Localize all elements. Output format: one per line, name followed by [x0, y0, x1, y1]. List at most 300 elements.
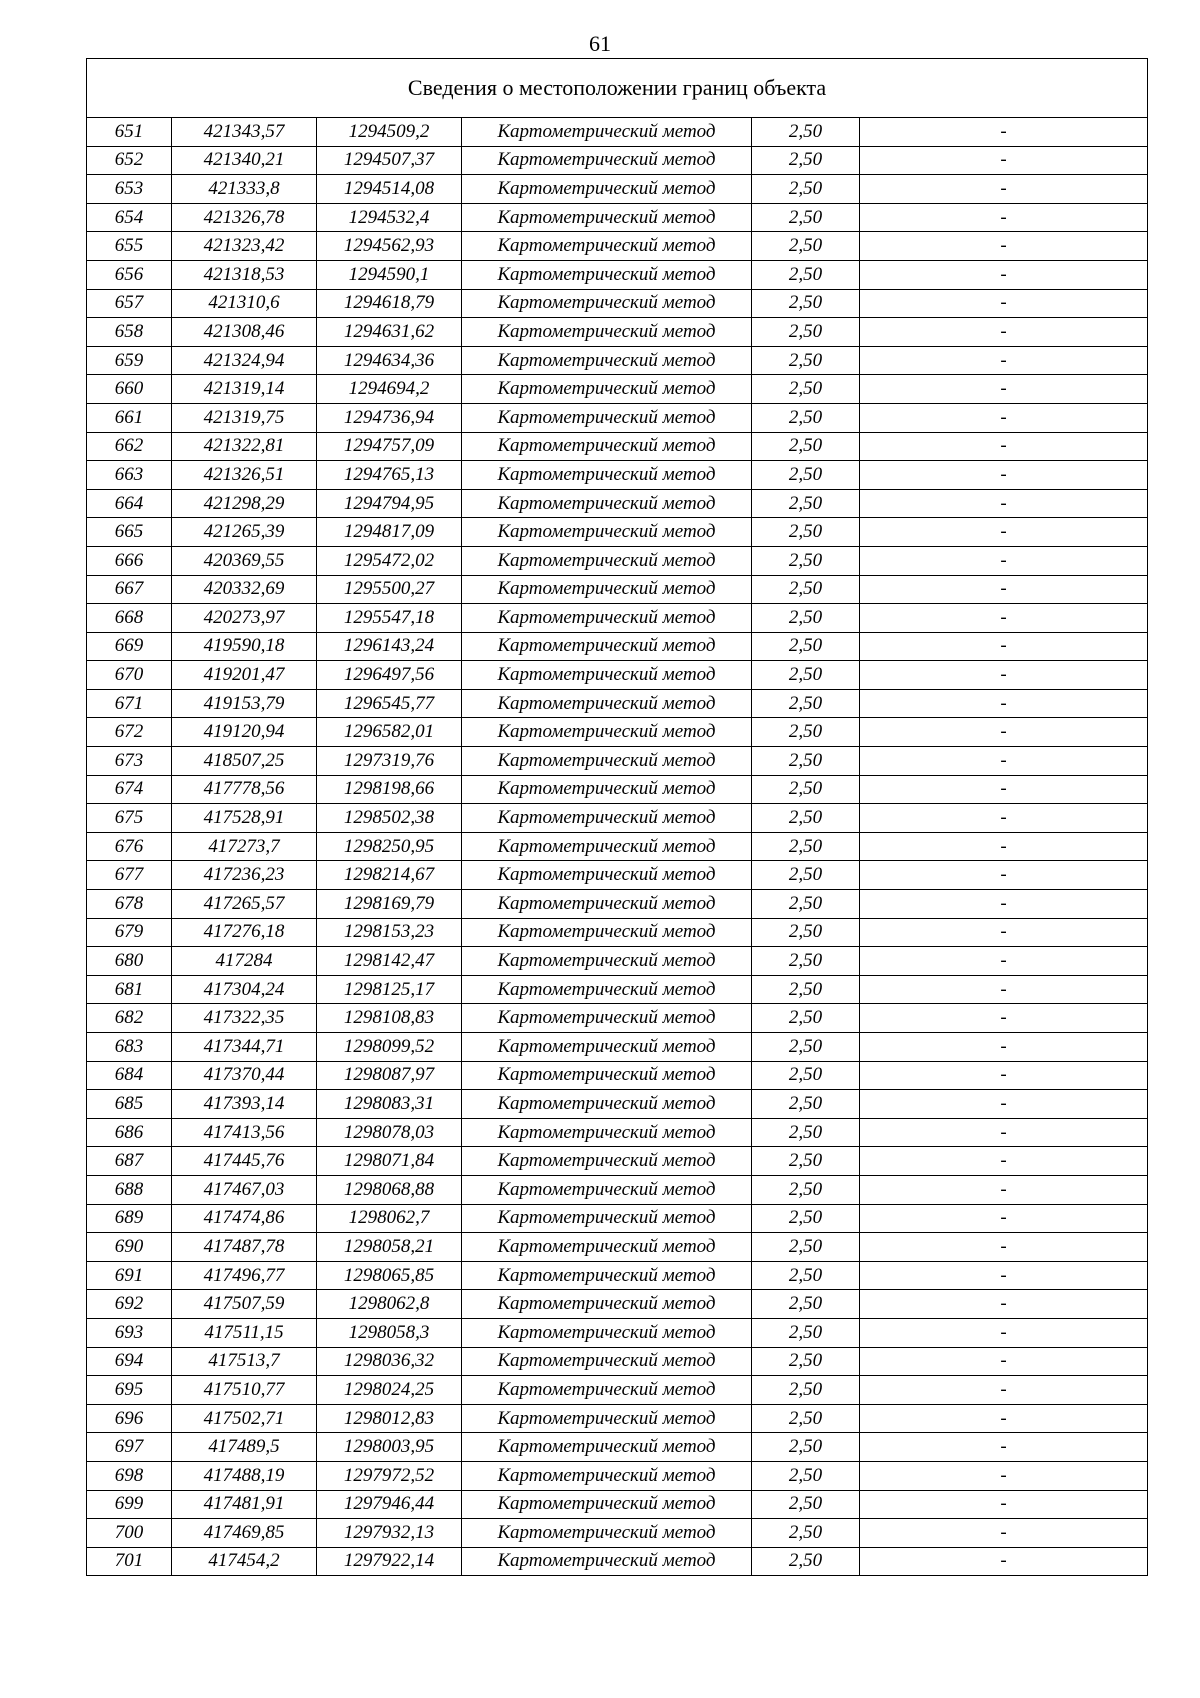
cell-method: Картометрический метод: [462, 175, 752, 204]
cell-accuracy: 2,50: [752, 146, 860, 175]
cell-point-number: 689: [87, 1204, 172, 1233]
cell-accuracy: 2,50: [752, 1461, 860, 1490]
cell-y-coordinate: 1298108,83: [317, 1004, 462, 1033]
cell-description: -: [860, 1118, 1148, 1147]
table-row: [87, 918, 1148, 947]
cell-point-number: 687: [87, 1147, 172, 1176]
cell-x-coordinate: 420332,69: [172, 575, 317, 604]
cell-method: Картометрический метод: [462, 975, 752, 1004]
cell-description: -: [860, 918, 1148, 947]
cell-accuracy: 2,50: [752, 918, 860, 947]
cell-accuracy: 2,50: [752, 1376, 860, 1405]
cell-method: Картометрический метод: [462, 489, 752, 518]
cell-point-number: 662: [87, 432, 172, 461]
cell-method: Картометрический метод: [462, 232, 752, 261]
cell-method: Картометрический метод: [462, 1347, 752, 1376]
cell-x-coordinate: 419153,79: [172, 689, 317, 718]
cell-x-coordinate: 419590,18: [172, 632, 317, 661]
table-body: [87, 118, 1148, 1576]
cell-point-number: 651: [87, 118, 172, 147]
cell-accuracy: 2,50: [752, 1318, 860, 1347]
cell-description: -: [860, 1547, 1148, 1576]
cell-y-coordinate: 1294618,79: [317, 289, 462, 318]
table-row: [87, 1376, 1148, 1405]
cell-description: -: [860, 632, 1148, 661]
cell-description: -: [860, 1147, 1148, 1176]
cell-method: Картометрический метод: [462, 1204, 752, 1233]
cell-x-coordinate: 417276,18: [172, 918, 317, 947]
boundary-coordinates-table: [86, 58, 1148, 1576]
cell-description: -: [860, 375, 1148, 404]
cell-x-coordinate: 417488,19: [172, 1461, 317, 1490]
cell-method: Картометрический метод: [462, 1547, 752, 1576]
cell-accuracy: 2,50: [752, 1519, 860, 1548]
cell-description: -: [860, 832, 1148, 861]
cell-y-coordinate: 1294634,36: [317, 346, 462, 375]
cell-x-coordinate: 417510,77: [172, 1376, 317, 1405]
cell-accuracy: 2,50: [752, 489, 860, 518]
cell-x-coordinate: 417265,57: [172, 890, 317, 919]
table-row: [87, 1261, 1148, 1290]
cell-method: Картометрический метод: [462, 1433, 752, 1462]
cell-method: Картометрический метод: [462, 1404, 752, 1433]
cell-description: -: [860, 1233, 1148, 1262]
cell-description: -: [860, 289, 1148, 318]
cell-accuracy: 2,50: [752, 1033, 860, 1062]
cell-y-coordinate: 1296143,24: [317, 632, 462, 661]
cell-point-number: 685: [87, 1090, 172, 1119]
cell-y-coordinate: 1298003,95: [317, 1433, 462, 1462]
cell-method: Картометрический метод: [462, 947, 752, 976]
cell-x-coordinate: 417304,24: [172, 975, 317, 1004]
table-row: [87, 1118, 1148, 1147]
cell-y-coordinate: 1294694,2: [317, 375, 462, 404]
cell-point-number: 686: [87, 1118, 172, 1147]
cell-y-coordinate: 1298099,52: [317, 1033, 462, 1062]
cell-point-number: 653: [87, 175, 172, 204]
table-row: [87, 289, 1148, 318]
cell-method: Картометрический метод: [462, 289, 752, 318]
cell-point-number: 688: [87, 1175, 172, 1204]
cell-y-coordinate: 1294507,37: [317, 146, 462, 175]
cell-y-coordinate: 1294514,08: [317, 175, 462, 204]
cell-point-number: 676: [87, 832, 172, 861]
table-row: [87, 375, 1148, 404]
table-row: [87, 146, 1148, 175]
cell-description: -: [860, 1433, 1148, 1462]
cell-description: -: [860, 575, 1148, 604]
cell-accuracy: 2,50: [752, 232, 860, 261]
cell-point-number: 667: [87, 575, 172, 604]
cell-x-coordinate: 417507,59: [172, 1290, 317, 1319]
cell-point-number: 684: [87, 1061, 172, 1090]
cell-y-coordinate: 1298125,17: [317, 975, 462, 1004]
cell-method: Картометрический метод: [462, 689, 752, 718]
cell-x-coordinate: 421322,81: [172, 432, 317, 461]
cell-description: -: [860, 604, 1148, 633]
cell-y-coordinate: 1298071,84: [317, 1147, 462, 1176]
cell-y-coordinate: 1298142,47: [317, 947, 462, 976]
cell-point-number: 665: [87, 518, 172, 547]
cell-accuracy: 2,50: [752, 118, 860, 147]
cell-point-number: 654: [87, 203, 172, 232]
cell-x-coordinate: 417469,85: [172, 1519, 317, 1548]
table-row: [87, 1490, 1148, 1519]
table-row: [87, 1061, 1148, 1090]
cell-accuracy: 2,50: [752, 403, 860, 432]
cell-accuracy: 2,50: [752, 890, 860, 919]
cell-y-coordinate: 1296545,77: [317, 689, 462, 718]
cell-x-coordinate: 421326,78: [172, 203, 317, 232]
cell-y-coordinate: 1295472,02: [317, 546, 462, 575]
cell-description: -: [860, 1404, 1148, 1433]
cell-x-coordinate: 417778,56: [172, 775, 317, 804]
cell-x-coordinate: 417445,76: [172, 1147, 317, 1176]
cell-description: -: [860, 804, 1148, 833]
table-row: [87, 1204, 1148, 1233]
cell-description: -: [860, 747, 1148, 776]
table-row: [87, 718, 1148, 747]
cell-accuracy: 2,50: [752, 1147, 860, 1176]
cell-x-coordinate: 421326,51: [172, 461, 317, 490]
cell-accuracy: 2,50: [752, 461, 860, 490]
cell-point-number: 664: [87, 489, 172, 518]
cell-point-number: 655: [87, 232, 172, 261]
cell-point-number: 666: [87, 546, 172, 575]
cell-method: Картометрический метод: [462, 1090, 752, 1119]
cell-x-coordinate: 421265,39: [172, 518, 317, 547]
cell-accuracy: 2,50: [752, 318, 860, 347]
cell-x-coordinate: 417393,14: [172, 1090, 317, 1119]
cell-point-number: 680: [87, 947, 172, 976]
cell-point-number: 695: [87, 1376, 172, 1405]
cell-accuracy: 2,50: [752, 661, 860, 690]
cell-method: Картометрический метод: [462, 346, 752, 375]
cell-method: Картометрический метод: [462, 604, 752, 633]
cell-x-coordinate: 418507,25: [172, 747, 317, 776]
cell-y-coordinate: 1294562,93: [317, 232, 462, 261]
table-row: [87, 403, 1148, 432]
cell-point-number: 671: [87, 689, 172, 718]
table-row: [87, 461, 1148, 490]
cell-description: -: [860, 518, 1148, 547]
cell-y-coordinate: 1298083,31: [317, 1090, 462, 1119]
cell-description: -: [860, 232, 1148, 261]
cell-description: -: [860, 1204, 1148, 1233]
cell-point-number: 694: [87, 1347, 172, 1376]
cell-method: Картометрический метод: [462, 118, 752, 147]
page-number: 61: [589, 31, 611, 56]
cell-point-number: 681: [87, 975, 172, 1004]
cell-x-coordinate: 420369,55: [172, 546, 317, 575]
cell-method: Картометрический метод: [462, 718, 752, 747]
cell-description: -: [860, 1376, 1148, 1405]
cell-method: Картометрический метод: [462, 775, 752, 804]
cell-point-number: 652: [87, 146, 172, 175]
cell-accuracy: 2,50: [752, 718, 860, 747]
table-row: [87, 861, 1148, 890]
cell-accuracy: 2,50: [752, 375, 860, 404]
cell-description: -: [860, 403, 1148, 432]
table-row: [87, 1233, 1148, 1262]
cell-method: Картометрический метод: [462, 1490, 752, 1519]
table-row: [87, 1033, 1148, 1062]
cell-description: -: [860, 1061, 1148, 1090]
cell-x-coordinate: 421310,6: [172, 289, 317, 318]
table-row: [87, 1433, 1148, 1462]
cell-point-number: 682: [87, 1004, 172, 1033]
cell-description: -: [860, 661, 1148, 690]
cell-x-coordinate: 421319,75: [172, 403, 317, 432]
table-row: [87, 203, 1148, 232]
cell-description: -: [860, 1490, 1148, 1519]
cell-description: -: [860, 947, 1148, 976]
table-row: [87, 947, 1148, 976]
cell-point-number: 670: [87, 661, 172, 690]
cell-x-coordinate: 417344,71: [172, 1033, 317, 1062]
cell-x-coordinate: 421340,21: [172, 146, 317, 175]
cell-description: -: [860, 1519, 1148, 1548]
cell-x-coordinate: 417413,56: [172, 1118, 317, 1147]
cell-y-coordinate: 1294590,1: [317, 260, 462, 289]
table-row: [87, 518, 1148, 547]
cell-accuracy: 2,50: [752, 1490, 860, 1519]
cell-x-coordinate: 421333,8: [172, 175, 317, 204]
table-row: [87, 747, 1148, 776]
cell-method: Картометрический метод: [462, 1318, 752, 1347]
cell-x-coordinate: 421323,42: [172, 232, 317, 261]
table-caption: Сведения о местоположении границ объекта: [87, 59, 1148, 118]
cell-method: Картометрический метод: [462, 1147, 752, 1176]
cell-y-coordinate: 1298024,25: [317, 1376, 462, 1405]
cell-y-coordinate: 1298012,83: [317, 1404, 462, 1433]
cell-x-coordinate: 421298,29: [172, 489, 317, 518]
cell-x-coordinate: 417489,5: [172, 1433, 317, 1462]
cell-x-coordinate: 417481,91: [172, 1490, 317, 1519]
cell-method: Картометрический метод: [462, 1033, 752, 1062]
cell-point-number: 674: [87, 775, 172, 804]
cell-x-coordinate: 417511,15: [172, 1318, 317, 1347]
cell-point-number: 656: [87, 260, 172, 289]
cell-accuracy: 2,50: [752, 632, 860, 661]
cell-y-coordinate: 1294736,94: [317, 403, 462, 432]
cell-method: Картометрический метод: [462, 918, 752, 947]
table-row: [87, 432, 1148, 461]
cell-accuracy: 2,50: [752, 1175, 860, 1204]
cell-y-coordinate: 1298250,95: [317, 832, 462, 861]
cell-point-number: 696: [87, 1404, 172, 1433]
cell-y-coordinate: 1298036,32: [317, 1347, 462, 1376]
cell-method: Картометрический метод: [462, 546, 752, 575]
cell-accuracy: 2,50: [752, 1404, 860, 1433]
cell-point-number: 658: [87, 318, 172, 347]
cell-accuracy: 2,50: [752, 203, 860, 232]
cell-x-coordinate: 417528,91: [172, 804, 317, 833]
cell-method: Картометрический метод: [462, 1118, 752, 1147]
cell-accuracy: 2,50: [752, 575, 860, 604]
cell-description: -: [860, 1347, 1148, 1376]
cell-method: Картометрический метод: [462, 1461, 752, 1490]
cell-method: Картометрический метод: [462, 203, 752, 232]
cell-accuracy: 2,50: [752, 1118, 860, 1147]
cell-accuracy: 2,50: [752, 775, 860, 804]
cell-point-number: 701: [87, 1547, 172, 1576]
cell-accuracy: 2,50: [752, 1204, 860, 1233]
cell-point-number: 673: [87, 747, 172, 776]
cell-description: -: [860, 861, 1148, 890]
table-row: [87, 346, 1148, 375]
cell-y-coordinate: 1298058,3: [317, 1318, 462, 1347]
cell-method: Картометрический метод: [462, 661, 752, 690]
cell-accuracy: 2,50: [752, 604, 860, 633]
cell-method: Картометрический метод: [462, 403, 752, 432]
cell-y-coordinate: 1297932,13: [317, 1519, 462, 1548]
cell-x-coordinate: 417513,7: [172, 1347, 317, 1376]
cell-description: -: [860, 1261, 1148, 1290]
cell-point-number: 663: [87, 461, 172, 490]
cell-x-coordinate: 417284: [172, 947, 317, 976]
cell-method: Картометрический метод: [462, 1233, 752, 1262]
table-row: [87, 661, 1148, 690]
cell-x-coordinate: 421343,57: [172, 118, 317, 147]
cell-method: Картометрический метод: [462, 747, 752, 776]
cell-accuracy: 2,50: [752, 1347, 860, 1376]
cell-y-coordinate: 1298058,21: [317, 1233, 462, 1262]
cell-accuracy: 2,50: [752, 861, 860, 890]
cell-point-number: 679: [87, 918, 172, 947]
table-row: [87, 1318, 1148, 1347]
cell-point-number: 657: [87, 289, 172, 318]
cell-accuracy: 2,50: [752, 1233, 860, 1262]
table-row: [87, 604, 1148, 633]
cell-point-number: 693: [87, 1318, 172, 1347]
cell-point-number: 692: [87, 1290, 172, 1319]
cell-description: -: [860, 432, 1148, 461]
cell-method: Картометрический метод: [462, 375, 752, 404]
cell-x-coordinate: 417236,23: [172, 861, 317, 890]
cell-description: -: [860, 1461, 1148, 1490]
cell-description: -: [860, 203, 1148, 232]
table-row: [87, 775, 1148, 804]
cell-point-number: 697: [87, 1433, 172, 1462]
cell-accuracy: 2,50: [752, 804, 860, 833]
cell-x-coordinate: 421318,53: [172, 260, 317, 289]
cell-y-coordinate: 1298087,97: [317, 1061, 462, 1090]
cell-y-coordinate: 1294631,62: [317, 318, 462, 347]
cell-point-number: 669: [87, 632, 172, 661]
cell-accuracy: 2,50: [752, 432, 860, 461]
cell-accuracy: 2,50: [752, 346, 860, 375]
cell-x-coordinate: 417454,2: [172, 1547, 317, 1576]
cell-y-coordinate: 1298065,85: [317, 1261, 462, 1290]
cell-x-coordinate: 421324,94: [172, 346, 317, 375]
cell-description: -: [860, 718, 1148, 747]
cell-description: -: [860, 975, 1148, 1004]
cell-description: -: [860, 775, 1148, 804]
cell-y-coordinate: 1298062,8: [317, 1290, 462, 1319]
cell-description: -: [860, 489, 1148, 518]
cell-point-number: 698: [87, 1461, 172, 1490]
cell-y-coordinate: 1297922,14: [317, 1547, 462, 1576]
cell-y-coordinate: 1298153,23: [317, 918, 462, 947]
table-row: [87, 318, 1148, 347]
cell-description: -: [860, 175, 1148, 204]
cell-y-coordinate: 1294509,2: [317, 118, 462, 147]
cell-y-coordinate: 1297319,76: [317, 747, 462, 776]
table-row: [87, 975, 1148, 1004]
cell-x-coordinate: 421319,14: [172, 375, 317, 404]
cell-description: -: [860, 1090, 1148, 1119]
cell-point-number: 672: [87, 718, 172, 747]
table-row: [87, 1147, 1148, 1176]
cell-accuracy: 2,50: [752, 1261, 860, 1290]
table-row: [87, 575, 1148, 604]
cell-description: -: [860, 1290, 1148, 1319]
cell-description: -: [860, 1318, 1148, 1347]
cell-x-coordinate: 419201,47: [172, 661, 317, 690]
cell-description: -: [860, 1175, 1148, 1204]
cell-description: -: [860, 689, 1148, 718]
cell-accuracy: 2,50: [752, 260, 860, 289]
cell-point-number: 690: [87, 1233, 172, 1262]
cell-description: -: [860, 118, 1148, 147]
cell-accuracy: 2,50: [752, 518, 860, 547]
cell-point-number: 675: [87, 804, 172, 833]
table-row: [87, 1004, 1148, 1033]
table-row: [87, 689, 1148, 718]
cell-method: Картометрический метод: [462, 260, 752, 289]
cell-y-coordinate: 1296582,01: [317, 718, 462, 747]
cell-method: Картометрический метод: [462, 1261, 752, 1290]
cell-y-coordinate: 1294765,13: [317, 461, 462, 490]
cell-description: -: [860, 1033, 1148, 1062]
cell-description: -: [860, 346, 1148, 375]
cell-point-number: 678: [87, 890, 172, 919]
cell-method: Картометрический метод: [462, 461, 752, 490]
table-row: [87, 832, 1148, 861]
cell-description: -: [860, 146, 1148, 175]
cell-description: -: [860, 546, 1148, 575]
cell-method: Картометрический метод: [462, 1519, 752, 1548]
cell-point-number: 659: [87, 346, 172, 375]
cell-y-coordinate: 1298062,7: [317, 1204, 462, 1233]
cell-point-number: 699: [87, 1490, 172, 1519]
cell-x-coordinate: 417273,7: [172, 832, 317, 861]
cell-accuracy: 2,50: [752, 546, 860, 575]
cell-x-coordinate: 419120,94: [172, 718, 317, 747]
table-row: [87, 489, 1148, 518]
cell-method: Картометрический метод: [462, 861, 752, 890]
cell-method: Картометрический метод: [462, 632, 752, 661]
table-row: [87, 1519, 1148, 1548]
cell-accuracy: 2,50: [752, 947, 860, 976]
cell-y-coordinate: 1294794,95: [317, 489, 462, 518]
cell-description: -: [860, 1004, 1148, 1033]
table-row: [87, 890, 1148, 919]
table-row: [87, 804, 1148, 833]
table-caption-row: [87, 59, 1148, 118]
cell-point-number: 683: [87, 1033, 172, 1062]
cell-method: Картометрический метод: [462, 890, 752, 919]
cell-y-coordinate: 1297946,44: [317, 1490, 462, 1519]
table-row: [87, 260, 1148, 289]
cell-description: -: [860, 461, 1148, 490]
table-row: [87, 1347, 1148, 1376]
cell-point-number: 660: [87, 375, 172, 404]
cell-y-coordinate: 1298068,88: [317, 1175, 462, 1204]
table-row: [87, 1090, 1148, 1119]
cell-point-number: 668: [87, 604, 172, 633]
